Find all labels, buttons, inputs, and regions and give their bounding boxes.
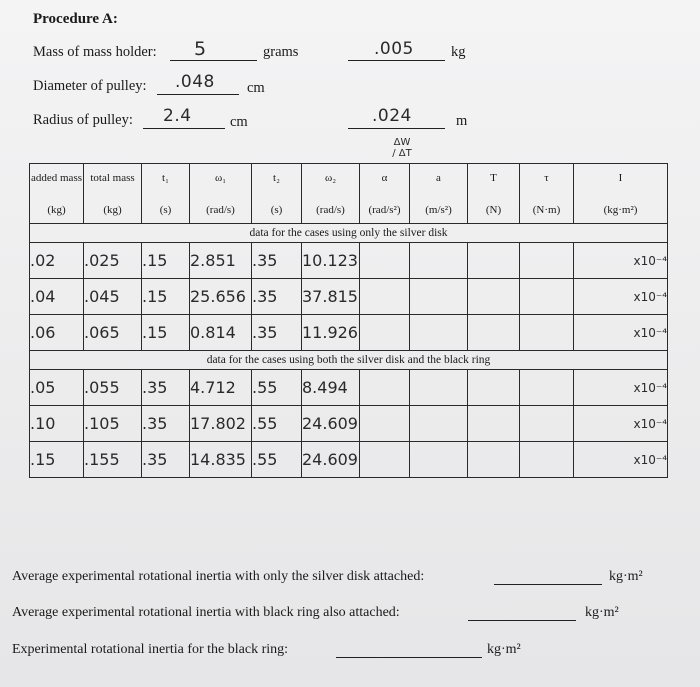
a-cell[interactable] <box>410 315 468 351</box>
a-cell[interactable] <box>410 279 468 315</box>
a-cell[interactable] <box>410 442 468 478</box>
tension-cell[interactable] <box>468 243 520 279</box>
mass-holder-value: 5 <box>194 38 207 60</box>
table-row <box>30 442 668 478</box>
section2-title: data for the cases using both the silver disk and the black ring <box>30 351 668 370</box>
pulley-diameter-value: .048 <box>175 72 215 92</box>
table-row <box>30 406 668 442</box>
alpha-cell[interactable] <box>360 370 410 406</box>
header-t2: t₂ (s) <box>252 164 302 224</box>
inertia-cell[interactable]: x10⁻⁴ <box>574 442 668 478</box>
t1-cell[interactable]: .35 <box>142 442 190 478</box>
alpha-cell[interactable] <box>360 279 410 315</box>
added-mass-cell[interactable]: .02 <box>30 243 84 279</box>
pulley-radius-m-blank[interactable] <box>348 128 445 129</box>
header-alpha: α (rad/s²) <box>360 164 410 224</box>
omega2-cell[interactable]: 10.123 <box>302 243 360 279</box>
torque-cell[interactable] <box>520 315 574 351</box>
section1-title: data for the cases using only the silver disk <box>30 224 668 243</box>
t1-cell[interactable]: .35 <box>142 370 190 406</box>
header-total-mass: total mass (kg) <box>84 164 142 224</box>
total-mass-cell[interactable]: .105 <box>84 406 142 442</box>
pulley-diameter-blank[interactable] <box>157 94 239 95</box>
omega2-cell[interactable]: 37.815 <box>302 279 360 315</box>
header-omega1: ω₁ (rad/s) <box>190 164 252 224</box>
alpha-cell[interactable] <box>360 442 410 478</box>
data-table <box>29 163 668 478</box>
ring-avg-blank[interactable] <box>468 620 576 621</box>
added-mass-cell[interactable]: .06 <box>30 315 84 351</box>
inertia-cell[interactable]: x10⁻⁴ <box>574 315 668 351</box>
pulley-diameter-label: Diameter of pulley: <box>33 78 147 94</box>
a-cell[interactable] <box>410 370 468 406</box>
alpha-cell[interactable] <box>360 243 410 279</box>
omega1-cell[interactable]: 25.656 <box>190 279 252 315</box>
t2-cell[interactable]: .35 <box>252 315 302 351</box>
inertia-cell[interactable]: x10⁻⁴ <box>574 243 668 279</box>
t2-cell[interactable]: .35 <box>252 243 302 279</box>
alpha-cell[interactable] <box>360 315 410 351</box>
total-mass-cell[interactable]: .155 <box>84 442 142 478</box>
section1-title-row <box>30 224 668 243</box>
torque-cell[interactable] <box>520 442 574 478</box>
t2-cell[interactable]: .55 <box>252 406 302 442</box>
section1-body <box>30 243 668 351</box>
table-row <box>30 370 668 406</box>
omega2-cell[interactable]: 24.609 <box>302 442 360 478</box>
omega1-cell[interactable]: 17.802 <box>190 406 252 442</box>
omega2-cell[interactable]: 24.609 <box>302 406 360 442</box>
header-t1: t₁ (s) <box>142 164 190 224</box>
added-mass-cell[interactable]: .10 <box>30 406 84 442</box>
alpha-note: ΔW / ΔT <box>392 137 412 159</box>
inertia-cell[interactable]: x10⁻⁴ <box>574 370 668 406</box>
inertia-cell[interactable]: x10⁻⁴ <box>574 279 668 315</box>
inertia-cell[interactable]: x10⁻⁴ <box>574 406 668 442</box>
header-inertia: I (kg·m²) <box>574 164 668 224</box>
table-row <box>30 279 668 315</box>
table-row <box>30 243 668 279</box>
pulley-radius-value: 2.4 <box>163 106 192 126</box>
header-tension: T (N) <box>468 164 520 224</box>
total-mass-cell[interactable]: .065 <box>84 315 142 351</box>
section2-body <box>30 370 668 478</box>
silver-avg-label: Average experimental rotational inertia with only the silver disk attached: <box>12 569 425 584</box>
pulley-radius-unit: cm <box>230 114 248 130</box>
tension-cell[interactable] <box>468 315 520 351</box>
omega1-cell[interactable]: 2.851 <box>190 243 252 279</box>
black-ring-unit: kg·m² <box>487 642 521 657</box>
alpha-cell[interactable] <box>360 406 410 442</box>
omega1-cell[interactable]: 0.814 <box>190 315 252 351</box>
tension-cell[interactable] <box>468 370 520 406</box>
mass-holder-blank[interactable] <box>170 60 257 61</box>
pulley-radius-blank[interactable] <box>143 128 225 129</box>
a-cell[interactable] <box>410 406 468 442</box>
black-ring-label: Experimental rotational inertia for the black ring: <box>12 642 289 657</box>
t1-cell[interactable]: .35 <box>142 406 190 442</box>
mass-holder-label: Mass of mass holder: <box>33 44 157 60</box>
omega1-cell[interactable]: 14.835 <box>190 442 252 478</box>
added-mass-cell[interactable]: .05 <box>30 370 84 406</box>
header-torque: τ (N·m) <box>520 164 574 224</box>
black-ring-blank[interactable] <box>336 657 482 658</box>
silver-avg-unit: kg·m² <box>609 569 643 584</box>
a-cell[interactable] <box>410 243 468 279</box>
mass-holder-kg-value: .005 <box>374 39 414 59</box>
torque-cell[interactable] <box>520 370 574 406</box>
mass-holder-kg-blank[interactable] <box>348 60 445 61</box>
t2-cell[interactable]: .55 <box>252 370 302 406</box>
t2-cell[interactable]: .35 <box>252 279 302 315</box>
pulley-diameter-unit: cm <box>247 80 265 96</box>
ring-avg-label: Average experimental rotational inertia with black ring also attached: <box>12 605 400 620</box>
header-omega2: ω₂ (rad/s) <box>302 164 360 224</box>
torque-cell[interactable] <box>520 279 574 315</box>
table-row <box>30 315 668 351</box>
total-mass-cell[interactable]: .055 <box>84 370 142 406</box>
tension-cell[interactable] <box>468 406 520 442</box>
tension-cell[interactable] <box>468 442 520 478</box>
procedure-title: Procedure A: <box>33 11 118 27</box>
omega2-cell[interactable]: 8.494 <box>302 370 360 406</box>
header-a: a (m/s²) <box>410 164 468 224</box>
t1-cell[interactable]: .15 <box>142 315 190 351</box>
torque-cell[interactable] <box>520 406 574 442</box>
section2-title-row <box>30 351 668 370</box>
table-header-row <box>30 164 668 224</box>
mass-holder-unit: grams <box>263 44 299 60</box>
total-mass-cell[interactable]: .025 <box>84 243 142 279</box>
pulley-radius-label: Radius of pulley: <box>33 112 133 128</box>
t1-cell[interactable]: .15 <box>142 279 190 315</box>
ring-avg-unit: kg·m² <box>585 605 619 620</box>
omega2-cell[interactable]: 11.926 <box>302 315 360 351</box>
total-mass-cell[interactable]: .045 <box>84 279 142 315</box>
omega1-cell[interactable]: 4.712 <box>190 370 252 406</box>
pulley-radius-m-unit: m <box>456 113 468 129</box>
tension-cell[interactable] <box>468 279 520 315</box>
header-added-mass: added mass (kg) <box>30 164 84 224</box>
torque-cell[interactable] <box>520 243 574 279</box>
added-mass-cell[interactable]: .15 <box>30 442 84 478</box>
pulley-radius-m-value: .024 <box>372 106 412 126</box>
added-mass-cell[interactable]: .04 <box>30 279 84 315</box>
t2-cell[interactable]: .55 <box>252 442 302 478</box>
mass-holder-kg-unit: kg <box>451 44 466 60</box>
t1-cell[interactable]: .15 <box>142 243 190 279</box>
silver-avg-blank[interactable] <box>494 584 602 585</box>
